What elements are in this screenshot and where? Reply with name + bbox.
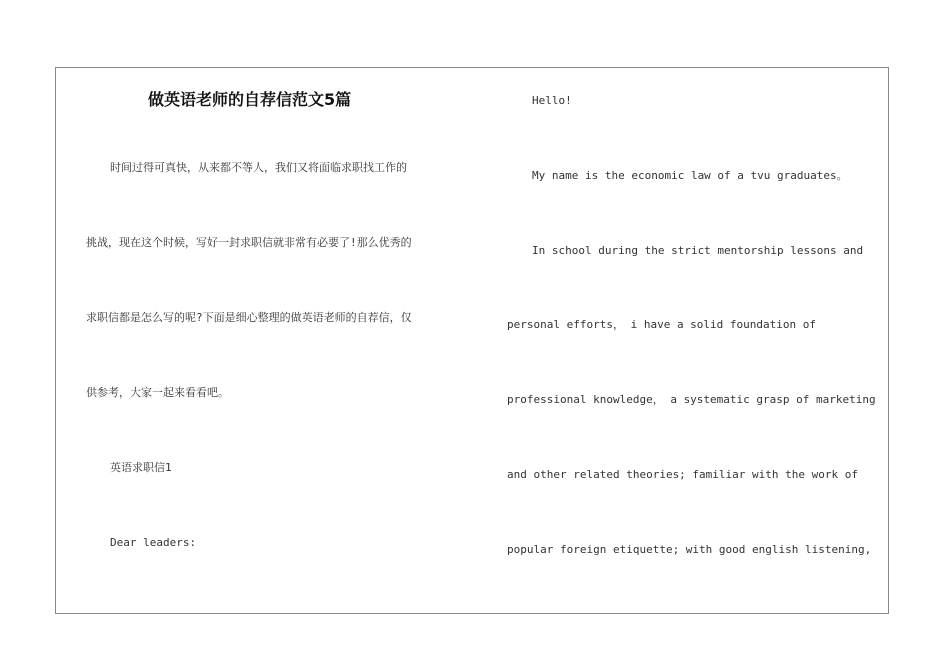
- left-paragraph-line-4: 供参考，大家一起来看看吧。: [86, 386, 229, 399]
- right-line-3: In school during the strict mentorship lessons and: [532, 244, 864, 257]
- right-line-4: personal efforts， i have a solid foundation of: [507, 318, 817, 331]
- right-line-6: and other related theories; familiar with the work of: [507, 468, 858, 481]
- left-paragraph-line-3: 求职信都是怎么写的呢?下面是细心整理的做英语老师的自荐信，仅: [86, 311, 412, 324]
- right-line-7: popular foreign etiquette; with good english listening,: [507, 543, 872, 556]
- right-line-greeting: Hello!: [532, 94, 572, 107]
- left-paragraph-line-2: 挑战，现在这个时候，写好一封求职信就非常有必要了!那么优秀的: [86, 236, 412, 249]
- page-frame: [55, 67, 889, 614]
- letter-heading: 英语求职信1: [110, 461, 172, 474]
- letter-salutation: Dear leaders:: [110, 536, 197, 549]
- right-line-2: My name is the economic law of a tvu graduates。: [532, 169, 848, 182]
- document-title: 做英语老师的自荐信范文5篇: [148, 90, 352, 109]
- left-paragraph-line-1: 时间过得可真快，从来都不等人，我们又将面临求职找工作的: [110, 161, 407, 174]
- right-line-5: professional knowledge， a systematic grasp of marketing: [507, 393, 876, 406]
